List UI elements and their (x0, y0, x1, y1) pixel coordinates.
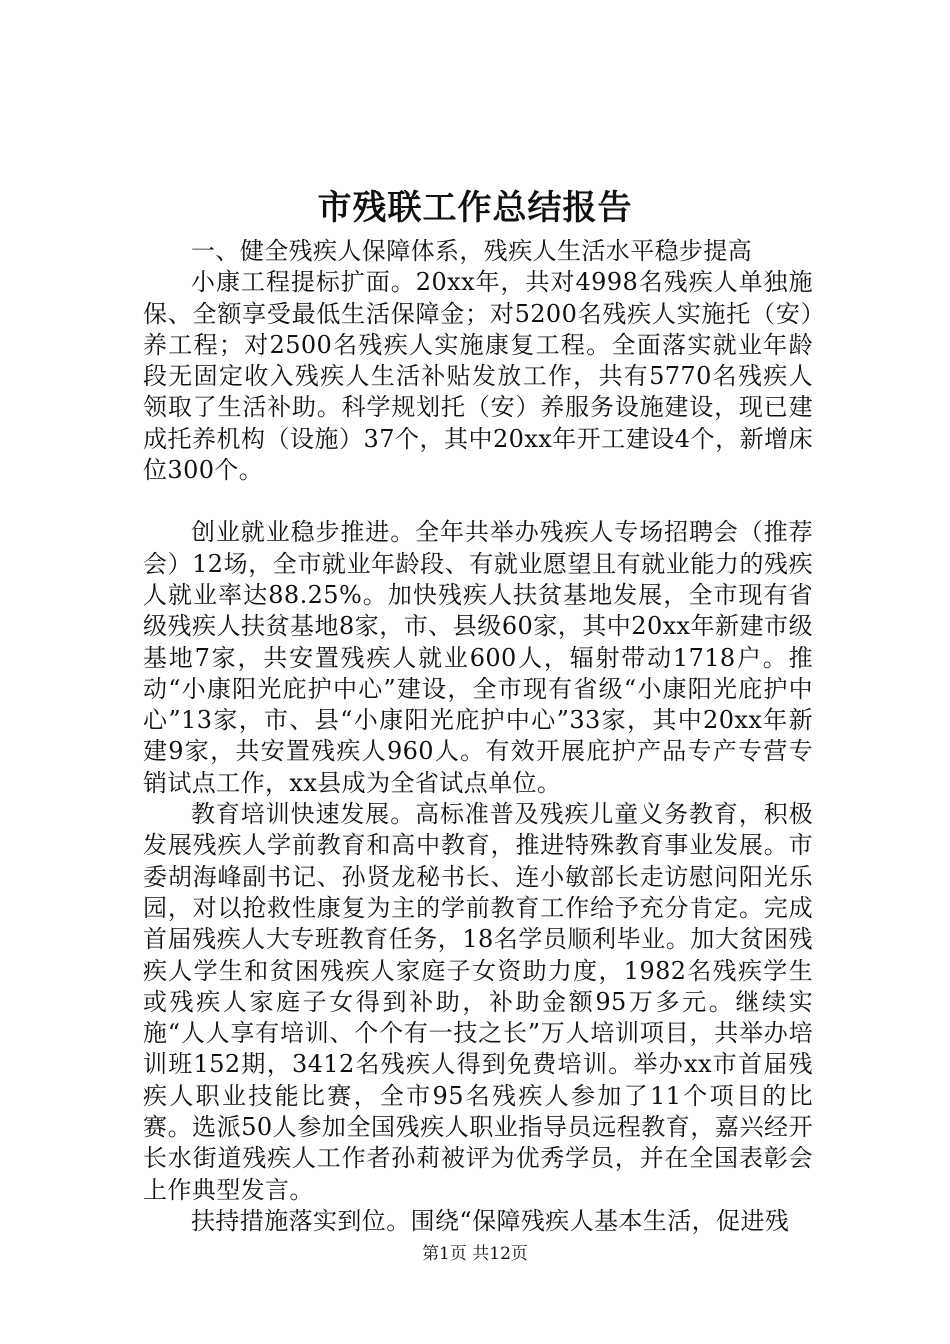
paragraph-xiaokang: 小康工程提标扩面。20xx年，共对4998名残疾人单独施保、全额享受最低生活保障金；对5200名残疾人实施托（安）养工程；对2500名残疾人实施康复工程。全面落实就业年龄段无固定收入残疾人生活补贴发放工作，共有5770名残疾人领取了生活补助。科学规划托（安）养服务设施建设，现已建成托养机构（设施）37个，其中20xx年开工建设4个，新增床位300个。 (143, 268, 813, 485)
page-number-footer: 第1页 共12页 (422, 1244, 528, 1264)
paragraph-education: 教育培训快速发展。高标准普及残疾儿童义务教育，积极发展残疾人学前教育和高中教育，推进特殊教育事业发展。市委胡海峰副书记、孙贤龙秘书长、连小敏部长走访慰问阳光乐园，对以抢救性康复为主的学前教育工作给予充分肯定。完成首届残疾人大专班教育任务，18名学员顺利毕业。加大贫困残疾人学生和贫困残疾人家庭子女资助力度，1982名残疾学生或残疾人家庭子女得到补助，补助金额95万多元。继续实施“人人享有培训、个个有一技之长”万人培训项目，共举办培训班152期，3412名残疾人得到免费培训。举办xx市首届残疾人职业技能比赛，全市95名残疾人参加了11个项目的比赛。选派50人参加全国残疾人职业指导员远程教育，嘉兴经开长水街道残疾人工作者孙莉被评为优秀学员，并在全国表彰会上作典型发言。 (143, 800, 813, 1204)
paragraph-employment: 创业就业稳步推进。全年共举办残疾人专场招聘会（推荐会）12场，全市就业年龄段、有就业愿望且有就业能力的残疾人就业率达88.25%。加快残疾人扶贫基地发展，全市现有省级残疾人扶贫基地8家，市、县级60家，其中20xx年新建市级基地7家，共安置残疾人就业600人，辐射带动1718户。推动“小康阳光庇护中心”建设，全市现有省级“小康阳光庇护中心”13家，市、县“小康阳光庇护中心”33家，其中20xx年新建9家，共安置残疾人960人。有效开展庇护产品专产专营专销试点工作，xx县成为全省试点单位。 (143, 518, 813, 797)
paragraph-support: 扶持措施落实到位。围绕“保障残疾人基本生活，促进残 (191, 1206, 790, 1235)
section-heading: 一、健全残疾人保障体系，残疾人生活水平稳步提高 (191, 237, 753, 265)
document-title: 市残联工作总结报告 (317, 188, 633, 228)
document-body (143, 236, 813, 1237)
